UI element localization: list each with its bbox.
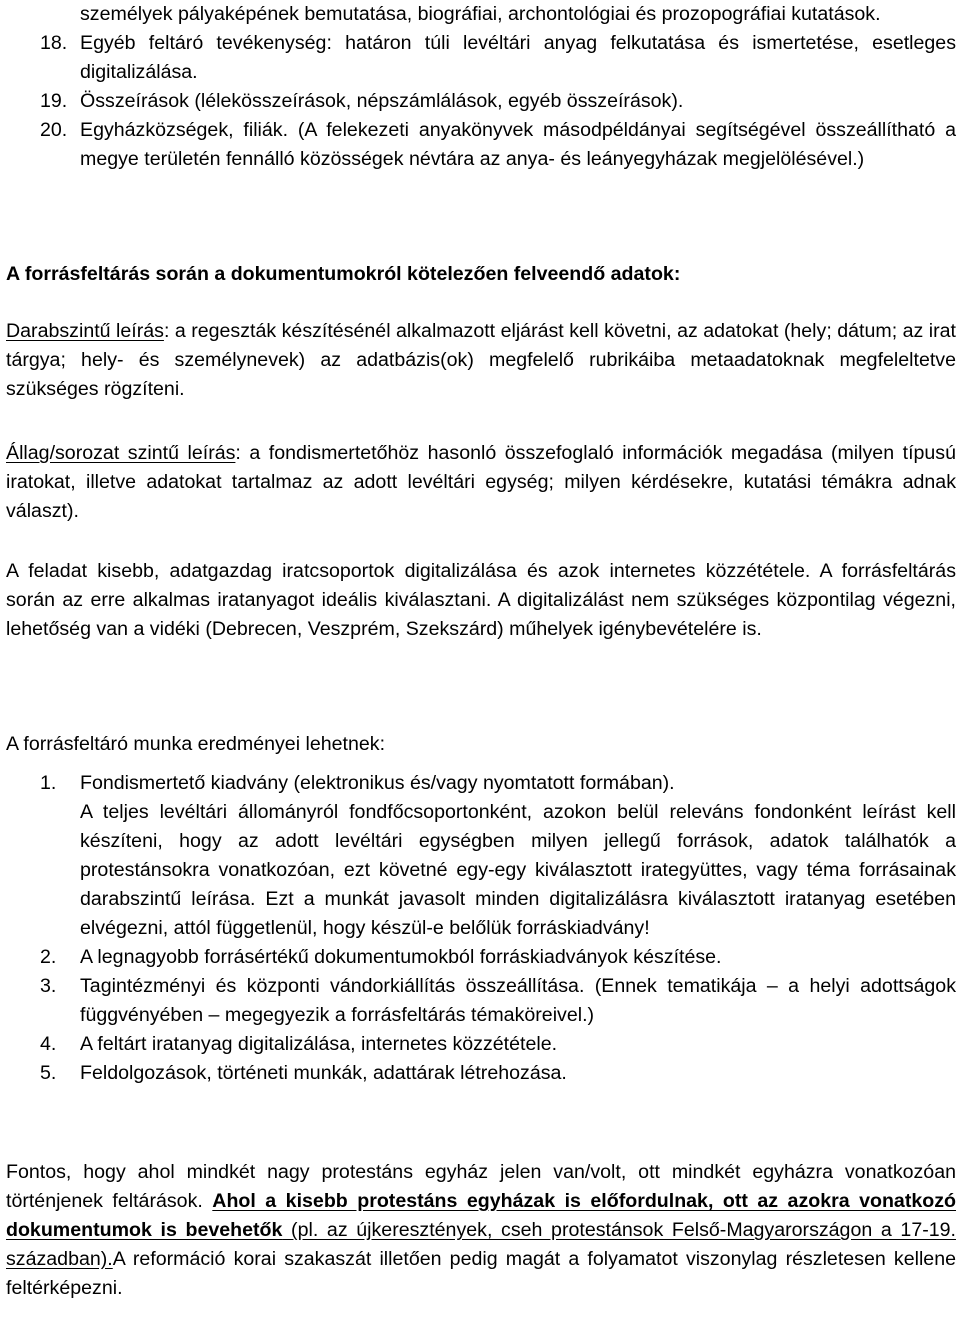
list-item	[6, 1059, 956, 1088]
list-item	[6, 943, 956, 972]
paragraph-fontos	[6, 1158, 956, 1303]
list-item-text: Egyházközségek, filiák. (A felekezeti anyakönyvek másodpéldányai segítségével összeállítható a megye területén fennálló közösségek névtára az anya- és leányegyházak megjelölésével.)	[80, 119, 956, 170]
underlined-text: (pl. az újkeresztények, cseh protestánsok Felső-Magyarországon a 17-19. században).	[6, 1219, 956, 1270]
list-item-continuation: személyek pályaképének bemutatása, biográfiai, archontológiai és prozopográfiai kutatások.	[80, 3, 881, 25]
paragraph-text: A reformáció korai szakaszát illetően pedig magát a folyamatot viszonylag részletesen kellene feltérképezni.	[6, 1248, 956, 1299]
paragraph-text: Fontos, hogy ahol mindkét nagy protestáns egyház jelen van/volt, ott mindkét egyházra vonatkozóan történjenek feltárások.	[6, 1161, 956, 1212]
list-number: 20.	[40, 119, 68, 141]
paragraph-darabszintu	[6, 317, 956, 404]
paragraph-text: : a fondismertetőhöz hasonló összefoglaló információk megadása (milyen típusú iratokat, illetve adatokat tartalmaz az adott levéltári egység; milyen kérdésekre, kutatási témákra adnak választ).	[6, 442, 956, 522]
list-item-text: Összeírások (lélekösszeírások, népszámlálások, egyéb összeírások).	[80, 90, 684, 112]
list-item	[6, 769, 956, 943]
list-item-text: A feltárt iratanyag digitalizálása, internetes közzététele.	[80, 1033, 558, 1055]
results-list	[6, 769, 956, 1088]
paragraph-feladat: A feladat kisebb, adatgazdag iratcsoportok digitalizálása és azok internetes közzététele. A forrásfeltárás során az erre alkalmas iratanyagot ideális kiválasztani. A digitalizálást nem szükséges központilag végezni, lehetőség van a vidéki (Debrecen, Veszprém, Szekszárd) műhelyek igénybevételére is.	[6, 560, 956, 640]
paragraph-allag	[6, 439, 956, 526]
list-number: 2.	[40, 946, 57, 968]
paragraph-text: : a regeszták készítésénél alkalmazott eljárást kell követni, az adatokat (hely; dátum; az irat tárgya; hely- és személynevek) az adatbázis(ok) megfelelő rubrikáiba metaadatoknak megfeleltetve szükséges rögzíteni.	[6, 320, 956, 400]
list-item	[6, 87, 956, 116]
list-item-text: A legnagyobb forrásértékű dokumentumokból forráskiadványok készítése.	[80, 946, 722, 968]
list-item	[6, 116, 956, 174]
list-item-text: Egyéb feltáró tevékenység: határon túli levéltári anyag felkutatása és ismertetése, esetleges digitalizálása.	[80, 32, 956, 83]
list-item-text: Fondismertető kiadvány (elektronikus és/vagy nyomtatott formában).	[80, 772, 675, 794]
term-label: Darabszintű leírás	[6, 320, 164, 342]
section-heading: A forrásfeltárás során a dokumentumokról kötelezően felveendő adatok:	[6, 263, 681, 285]
list-number: 19.	[40, 90, 68, 112]
results-intro: A forrásfeltáró munka eredményei lehetnek:	[6, 733, 386, 755]
top-numbered-list	[6, 0, 956, 174]
list-item-text: Feldolgozások, történeti munkák, adattárak létrehozása.	[80, 1062, 567, 1084]
list-item-text: Tagintézményi és központi vándorkiállítás összeállítása. (Ennek tematikája – a helyi adottságok függvényében – megegyezik a forrásfeltárás témaköreivel.)	[80, 975, 956, 1026]
list-item	[6, 972, 956, 1030]
list-number: 5.	[40, 1062, 57, 1084]
list-number: 18.	[40, 32, 68, 54]
emphasis-text: Ahol a kisebb protestáns egyházak is előfordulnak, ott az azokra vonatkozó dokumentumok is bevehetők	[6, 1190, 956, 1241]
list-item	[6, 29, 956, 87]
list-number: 4.	[40, 1033, 57, 1055]
list-number: 1.	[40, 772, 57, 794]
term-label: Állag/sorozat szintű leírás	[6, 442, 236, 464]
list-item	[6, 1030, 956, 1059]
list-item-extra: A teljes levéltári állományról fondfőcsoportonként, azokon belül releváns fondonként leírást kell készíteni, hogy az adott levéltári egységben milyen jellegű források, adatok találhatók a protestánsokra vonatkozóan, ezt követné egy-egy kiválasztott irategyüttes, vagy téma forrásainak darabszintű leírása. Ezt a munkát javasolt minden digitalizálásra kiválasztott iratanyag esetében elvégezni, attól függetlenül, hogy készül-e belőlük forráskiadvány!	[80, 801, 956, 939]
list-number: 3.	[40, 975, 57, 997]
